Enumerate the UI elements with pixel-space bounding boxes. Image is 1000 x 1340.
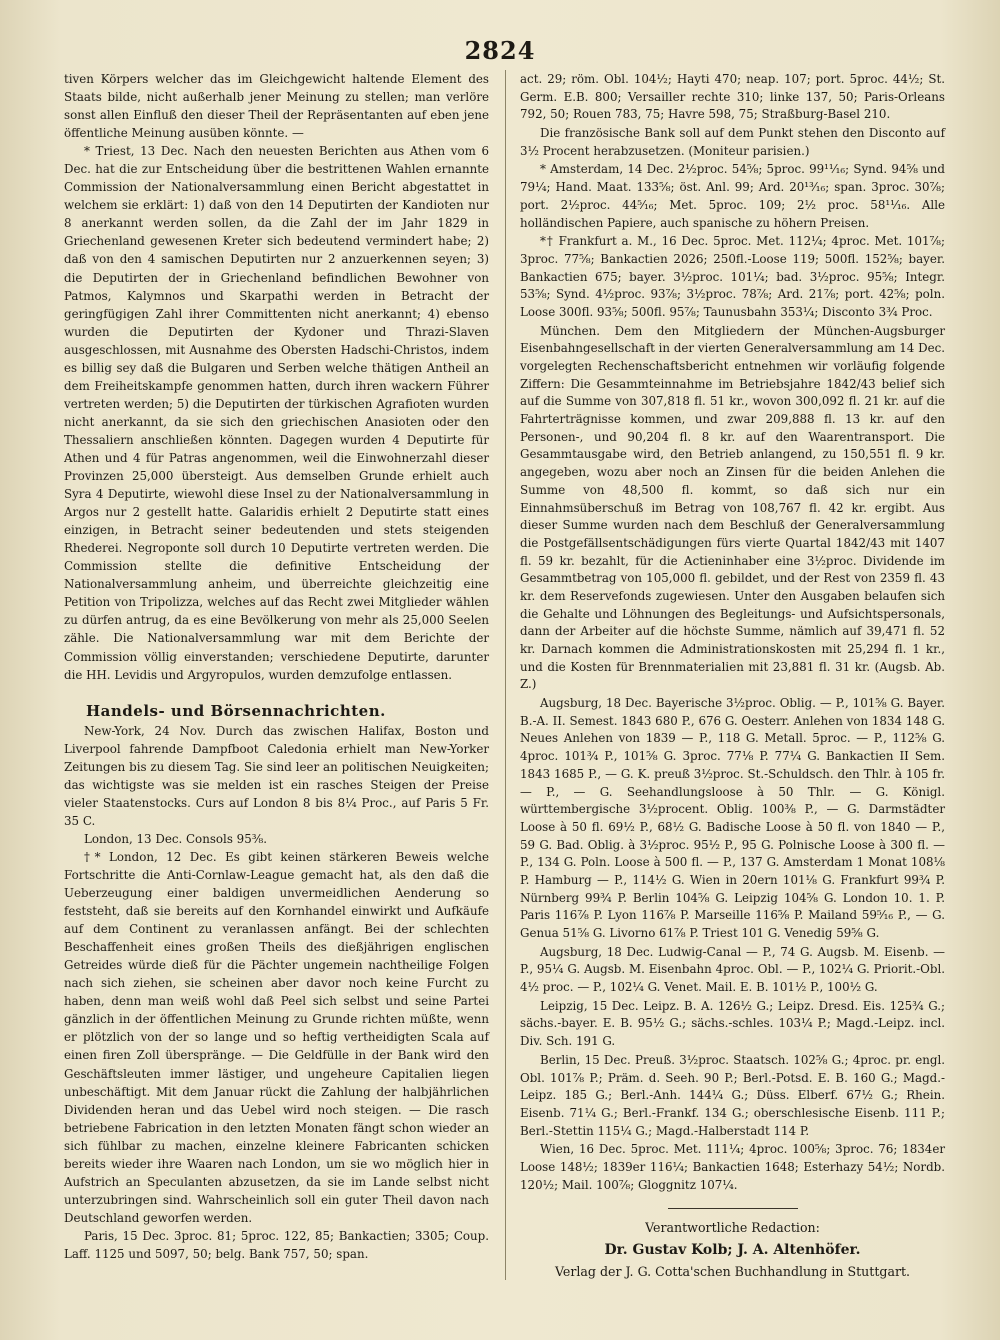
imprint-editors: Dr. Gustav Kolb; J. A. Altenhöfer. [604, 1242, 861, 1258]
imprint [520, 1208, 945, 1283]
article-paragraph: act. 29; röm. Obl. 104½; Hayti 470; neap. 107; port. 5proc. 44½; St. Germ. E.B. 800; Versailler rechte 310; linke 137, 50; Paris-Orleans 792, 50; Rouen 783, 75; Havre 598, 75; Straßburg-Basel 210. [520, 72, 945, 122]
article-paragraph: München. Dem den Mitgliedern der München-Augsburger Eisenbahngesellschaft in der vierten Generalversammlung am 14 Dec. vorgelegten Rechenschaftsbericht entnehmen wir vorläufig folgende Ziffern: Die Gesammteinnahme im Betriebsjahre 1842/43 belief sich auf die Summe von 307,818 fl. 51 kr., wovon 300,092 fl. 21 kr. auf die Fahrterträgnisse kommen, und zwar 209,888 fl. 13 kr. auf den Personen-, und 90,204 fl. 8 kr. auf den Waarentransport. Die Gesammtausgabe wird, den Betrieb anlangend, zu 150,551 fl. 9 kr. angegeben, wozu aber noch an Zinsen für die beiden Anlehen die Summe von 48,500 fl. kommt, so daß sich nur ein Einnahmsüberschuß im Betrag von 108,767 fl. 42 kr. ergibt. Aus dieser Summe wurden nach dem Beschluß der Generalversammlung die Postgefällsentschädigungen fürs vierte Quartal 1842/43 mit 1407 fl. 59 kr. bezahlt, für die Actieninhaber eine 3½proc. Dividende im Gesammtbetrag von 105,000 fl. gebildet, und der Rest von 2359 fl. 43 kr. dem Reservefonds zugewiesen. Unter den Ausgaben belaufen sich die Gehalte und Löhnungen des Begleitungs- und Aufsichtspersonals, dann der Arbeiter auf die höchste Summe, nämlich auf 39,471 fl. 52 kr. Darnach kommen die Administrationskosten mit 25,294 fl. 1 kr., und die Kosten für Brennmaterialien mit 23,881 fl. 31 kr. (Augsb. Ab. Z.) [520, 323, 945, 692]
page-number: 2824 [464, 36, 536, 65]
article-paragraph: Augsburg, 18 Dec. Ludwig-Canal — P., 74 G. Augsb. M. Eisenb. — P., 95¼ G. Augsb. M. Eisenbahn 4proc. Obl. — P., 102¼ G. Priorit.-Obl. 4½ proc. — P., 102¼ G. Venet. Mail. E. B. 101½ P., 100½ G. [520, 944, 945, 995]
imprint-label: Verantwortliche Redaction: [645, 1220, 820, 1235]
article-paragraph: Berlin, 15 Dec. Preuß. 3½proc. Staatsch. 102⅝ G.; 4proc. pr. engl. Obl. 101⅞ P.; Präm. d. Seeh. 90 P.; Berl.-Potsd. E. B. 160 G.; Magd.-Leipz. 185 G.; Berl.-Anh. 144¼ G.; Düss. Elberf. 67½ G.; Rhein. Eisenb. 71¼ G.; Berl.-Frankf. 134 G.; oberschlesische Eisenb. 111 P.; Berl.-Stettin 115¼ G.; Magd.-Halberstadt 114 P. [520, 1052, 945, 1138]
article-paragraph: Leipzig, 15 Dec. Leipz. B. A. 126½ G.; Leipz. Dresd. Eis. 125¾ G.; sächs.-bayer. E. B. 95½ G.; sächs.-schles. 103¼ P.; Magd.-Leipz. incl. Div. Sch. 191 G. [520, 998, 945, 1049]
article-paragraph: tiven Körpers welcher das im Gleichgewicht haltende Element des Staats bilde, nicht außerhalb jener Meinung zu stellen; man verlöre sonst allen Einfluß den dieser Theil der Repräsentanten auf eben jene öffentliche Meinung ausüben könnte. — [64, 72, 489, 141]
right-column [520, 70, 945, 1194]
left-column [64, 70, 489, 1263]
imprint-publisher: Verlag der J. G. Cotta'schen Buchhandlung in Stuttgart. [554, 1264, 911, 1279]
article-paragraph: London, 13 Dec. Consols 95⅜. [84, 831, 267, 846]
column-divider [505, 70, 506, 1280]
article-paragraph: †* London, 12 Dec. Es gibt keinen stärkeren Beweis welche Fortschritte die Anti-Cornlaw-League gemacht hat, als den daß die Ueberzeugung einer baldigen unvermeidlichen Aenderung so feststeht, daß sie bereits auf den Kornhandel einwirkt und Aufkäufe auf dem Continent zu veranlassen anfängt. Bei der schlechten Beschaffenheit eines großen Theils des dießjährigen englischen Getreides würde dieß für die Pächter ungemein nachtheilige Folgen nach sich ziehen, sie scheinen aber davor noch keine Furcht zu haben, denn man weiß wohl daß Peel sich selbst und seine Partei gänzlich in der öffentlichen Meinung zu Grunde richten müßte, wenn er plötzlich von der so lange und so heftig vertheidigten Scala auf einen firen Zoll überspränge. — Die Geldfülle in der Bank wird den Geschäftsleuten immer lästiger, und ungeheure Capitalien liegen unbeschäftigt. Mit dem Januar rückt die Zahlung der halbjährlichen Dividenden heran und das Uebel wird noch steigen. — Die rasch betriebene Fabrication in den letzten Monaten fängt schon wieder an sich fühlbar zu machen, einzelne kleinere Fabricanten schicken bereits wieder ihre Waaren nach London, um sie wo möglich hier in Aufstrich an Speculanten abzusetzen, da sie im Lande selbst nicht unterzubringen sind. Wahrscheinlich soll ein guter Theil davon nach Deutschland geworfen werden. [64, 849, 489, 1225]
article-paragraph: * Triest, 13 Dec. Nach den neuesten Berichten aus Athen vom 6 Dec. hat die zur Entscheidung über die bestrittenen Wahlen ernannte Commission der Nationalversammlung einen Bericht abgestattet in welchem sie erklärt: 1) daß von den 14 Deputirten der Kandioten nur 8 anerkannt werden sollen, da die Zahl der im Jahr 1829 in Griechenland gewesenen Kreter sich bedeutend vermindert habe; 2) daß von den 4 samischen Deputirten nur 2 anzuerkennen seyen; 3) die Deputirten der in Griechenland befindlichen Bewohner von Patmos, Kalymnos und Skarpathi werden in Betracht der geringfügigen Zahl ihrer Committenten nicht anerkannt; 4) ebenso wurden die Deputirten der Kydoner und Thrazi-Slaven ausgeschlossen, mit Ausnahme des Obersten Hadschi-Christos, indem es billig sey daß die Bulgaren und Serben welche thätigen Antheil an dem Freiheitskampfe genommen hatten, durch ihren wackern Führer vertreten werden; 5) die Deputirten der türkischen Agrafioten wurden nicht anerkannt, da sie sich den griechischen Anasioten oder den Thessaliern anschließen könnten. Dagegen wurden 4 Deputirte für Athen und 4 für Patras angenommen, weil die Einwohnerzahl dieser Provinzen 25,000 übersteigt. Aus demselben Grunde erhielt auch Syra 4 Deputirte, wiewohl diese Insel zu der Nationalversammlung in Argos nur 2 gestellt hatte. Galaridis erhielt 2 Deputirte statt eines einzigen, in Betracht seiner bedeutenden und stets steigenden Rhederei. Negroponte soll durch 10 Deputirte vertreten werden. Die Commission stellte die definitive Entscheidung der Nationalversammlung anheim, und überreichte gleichzeitig eine Petition von Tripolizza, welches auf das Recht zwei Mitglieder wählen zu dürfen antrug, da es eine Bevölkerung von mehr als 25,000 Seelen zähle. Die Nationalversammlung war mit dem Berichte der Commission völlig einverstanden; verschiedene Deputirte, darunter die HH. Levidis und Argyropulos, wurden demzufolge entlassen. [64, 144, 489, 682]
article-paragraph: Die französische Bank soll auf dem Punkt stehen den Disconto auf 3½ Procent herabzusetzen. (Moniteur parisien.) [520, 126, 945, 158]
article-paragraph: New-York, 24 Nov. Durch das zwischen Halifax, Boston und Liverpool fahrende Dampfboot Caledonia erhielt man New-Yorker Zeitungen bis zu diesem Tag. Sie sind leer an politischen Neuigkeiten; das wichtigste was sie melden ist ein rasches Steigen der Preise vieler Staatenstocks. Curs auf London 8 bis 8¼ Proc., auf Paris 5 Fr. 35 C. [64, 723, 489, 828]
article-paragraph: * Amsterdam, 14 Dec. 2½proc. 54⅝; 5proc. 99¹¹⁄₁₆; Synd. 94⅝ und 79¼; Hand. Maat. 133⅝; öst. Anl. 99; Ard. 20¹³⁄₁₆; span. 3proc. 30⅞; port. 2½proc. 44⁵⁄₁₆; Met. 5proc. 109; 2½ proc. 58¹¹⁄₁₆. Alle holländischen Papiere, auch spanische zu höhern Preisen. [520, 162, 945, 230]
article-paragraph: *† Frankfurt a. M., 16 Dec. 5proc. Met. 112¼; 4proc. Met. 101⅞; 3proc. 77⅝; Bankactien 2026; 250fl.-Loose 119; 500fl. 152⅝; bayer. Bankactien 675; bayer. 3½proc. 101¼; bad. 3½proc. 95⅝; Integr. 53⅝; Synd. 4½proc. 93⅞; 3½proc. 78⅞; Ard. 21⅞; port. 42⅝; poln. Loose 300fl. 93⅝; 500fl. 95⅞; Taunusbahn 353¼; Disconto 3¾ Proc. [520, 234, 945, 319]
article-paragraph: Paris, 15 Dec. 3proc. 81; 5proc. 122, 85; Bankactien; 3305; Coup. Laff. 1125 und 5097, 50; belg. Bank 757, 50; span. [64, 1228, 489, 1261]
article-paragraph: Wien, 16 Dec. 5proc. Met. 111¼; 4proc. 100⅝; 3proc. 76; 1834er Loose 148½; 1839er 116¼; Bankactien 1648; Esterhazy 54½; Nordb. 120½; Mail. 100⅞; Gloggnitz 107¼. [520, 1142, 945, 1192]
imprint-rule [668, 1208, 798, 1209]
article-paragraph: Augsburg, 18 Dec. Bayerische 3½proc. Oblig. — P., 101⅝ G. Bayer. B.-A. II. Semest. 1843 680 P., 676 G. Oesterr. Anlehen von 1834 148 G. Neues Anlehen von 1839 — P., 118 G. Metall. 5proc. — P., 112⅝ G. 4proc. 101¾ P., 101⅝ G. 3proc. 77⅛ P. 77¼ G. Bankactien II Sem. 1843 1685 P., — G. K. preuß 3½proc. St.-Schuldsch. den Thlr. à 105 fr. — P., — G. Seehandlungsloose à 50 Thlr. — G. Königl. württembergische 3½procent. Oblig. 100⅜ P., — G. Darmstädter Loose à 50 fl. 69½ P., 68½ G. Badische Loose à 50 fl. von 1840 — P., 59 G. Bad. Oblig. à 3½proc. 95½ P., 95 G. Polnische Loose à 300 fl. — P., 134 G. Poln. Loose à 500 fl. — P., 137 G. Amsterdam 1 Monat 108⅛ P. Hamburg — P., 114½ G. Wien in 20ern 101⅛ G. Frankfurt 99¾ P. Nürnberg 99¾ P. Berlin 104⅝ G. Leipzig 104⅝ G. London 10. 1. P. Paris 116⅞ P. Lyon 116⅞ P. Marseille 116⅝ P. Mailand 59⁵⁄₁₆ P., — G. Genua 51⅝ G. Livorno 61⅞ P. Triest 101 G. Venedig 59⅝ G. [520, 696, 945, 940]
section-heading: Handels- und Börsennachrichten. [86, 701, 386, 720]
